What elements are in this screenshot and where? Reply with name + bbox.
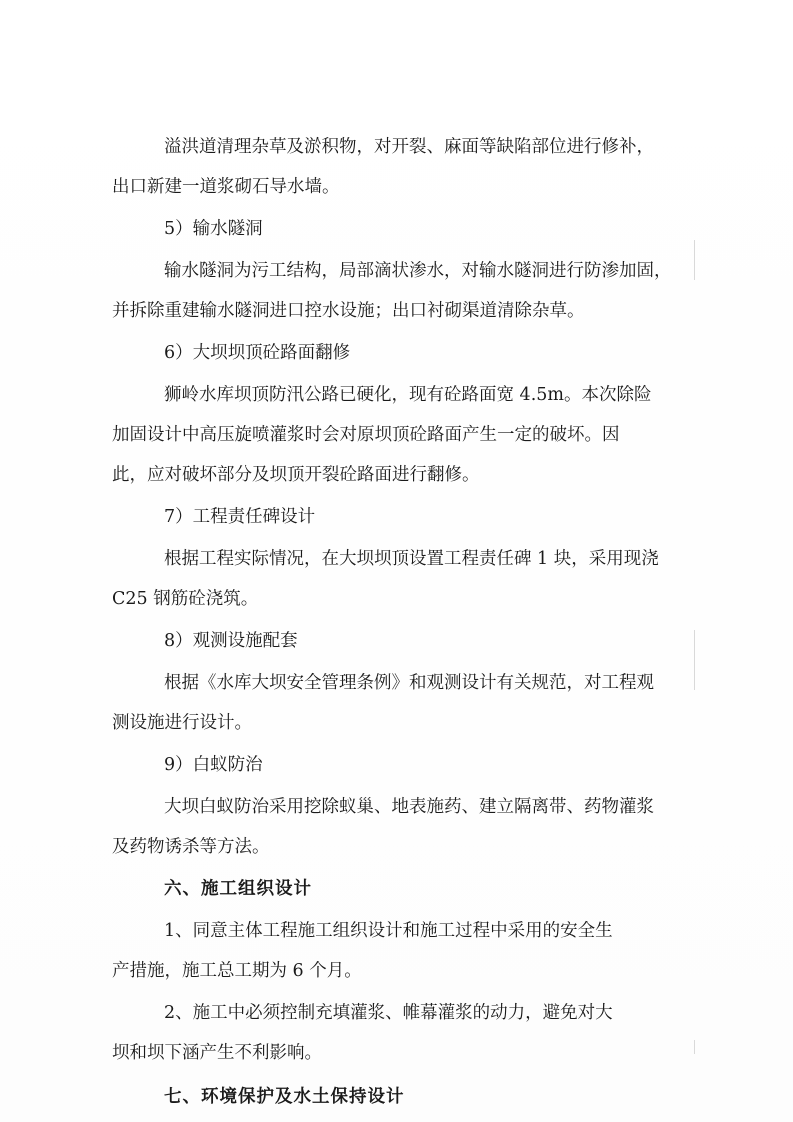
paragraph-line: 出口新建一道浆砌石导水墙。 — [112, 177, 340, 197]
paragraph-line: C25 钢筋砼浇筑。 — [112, 589, 259, 609]
line-text: 溢洪道清理杂草及淤积物，对开裂、麻面等缺陷部位进行修补， — [164, 137, 654, 157]
paragraph-line: 此，应对破坏部分及坝顶开裂砼路面进行翻修。 — [112, 465, 480, 485]
paragraph-line: 测设施进行设计。 — [112, 713, 252, 733]
paragraph-line — [164, 132, 697, 162]
section-heading: 六、施工组织设计 — [164, 879, 312, 899]
paragraph-line: 并拆除重建输水隧洞进口控水设施；出口衬砌渠道清除杂草。 — [112, 301, 585, 321]
subsection-heading: 8）观测设施配套 — [164, 631, 298, 651]
paragraph-line: 产措施，施工总工期为 6 个月。 — [112, 961, 362, 981]
paragraph-line: 坝和坝下涵产生不利影响。 — [112, 1043, 322, 1063]
subsection-heading: 9）白蚁防治 — [164, 755, 263, 775]
paragraph-line: 狮岭水库坝顶防汛公路已硬化，现有砼路面宽 4.5m。本次除险 — [164, 385, 652, 405]
subsection-heading: 6）大坝坝顶砼路面翻修 — [164, 343, 351, 363]
subsection-heading: 7）工程责任碑设计 — [164, 507, 316, 527]
paragraph-line: 根据工程实际情况，在大坝坝顶设置工程责任碑 1 块，采用现浇 — [164, 549, 659, 569]
scan-artifact — [694, 630, 695, 690]
paragraph-line: 2、施工中必须控制充填灌浆、帷幕灌浆的动力，避免对大 — [164, 1003, 613, 1023]
paragraph-line: 输水隧洞为污工结构，局部滴状渗水，对输水隧洞进行防渗加固， — [164, 261, 672, 281]
scan-artifact — [694, 240, 695, 280]
paragraph-line: 1、同意主体工程施工组织设计和施工过程中采用的安全生 — [164, 921, 613, 941]
paragraph-line: 加固设计中高压旋喷灌浆时会对原坝顶砼路面产生一定的破坏。因 — [112, 425, 620, 445]
section-heading: 七、环境保护及水土保持设计 — [164, 1087, 405, 1107]
subsection-heading: 5）输水隧洞 — [164, 219, 263, 239]
paragraph-line: 及药物诱杀等方法。 — [112, 837, 270, 857]
paragraph-line: 根据《水库大坝安全管理条例》和观测设计有关规范，对工程观 — [164, 673, 654, 693]
paragraph-line: 大坝白蚁防治采用挖除蚁巢、地表施药、建立隔离带、药物灌浆 — [164, 797, 654, 817]
scan-artifact — [694, 1040, 695, 1054]
